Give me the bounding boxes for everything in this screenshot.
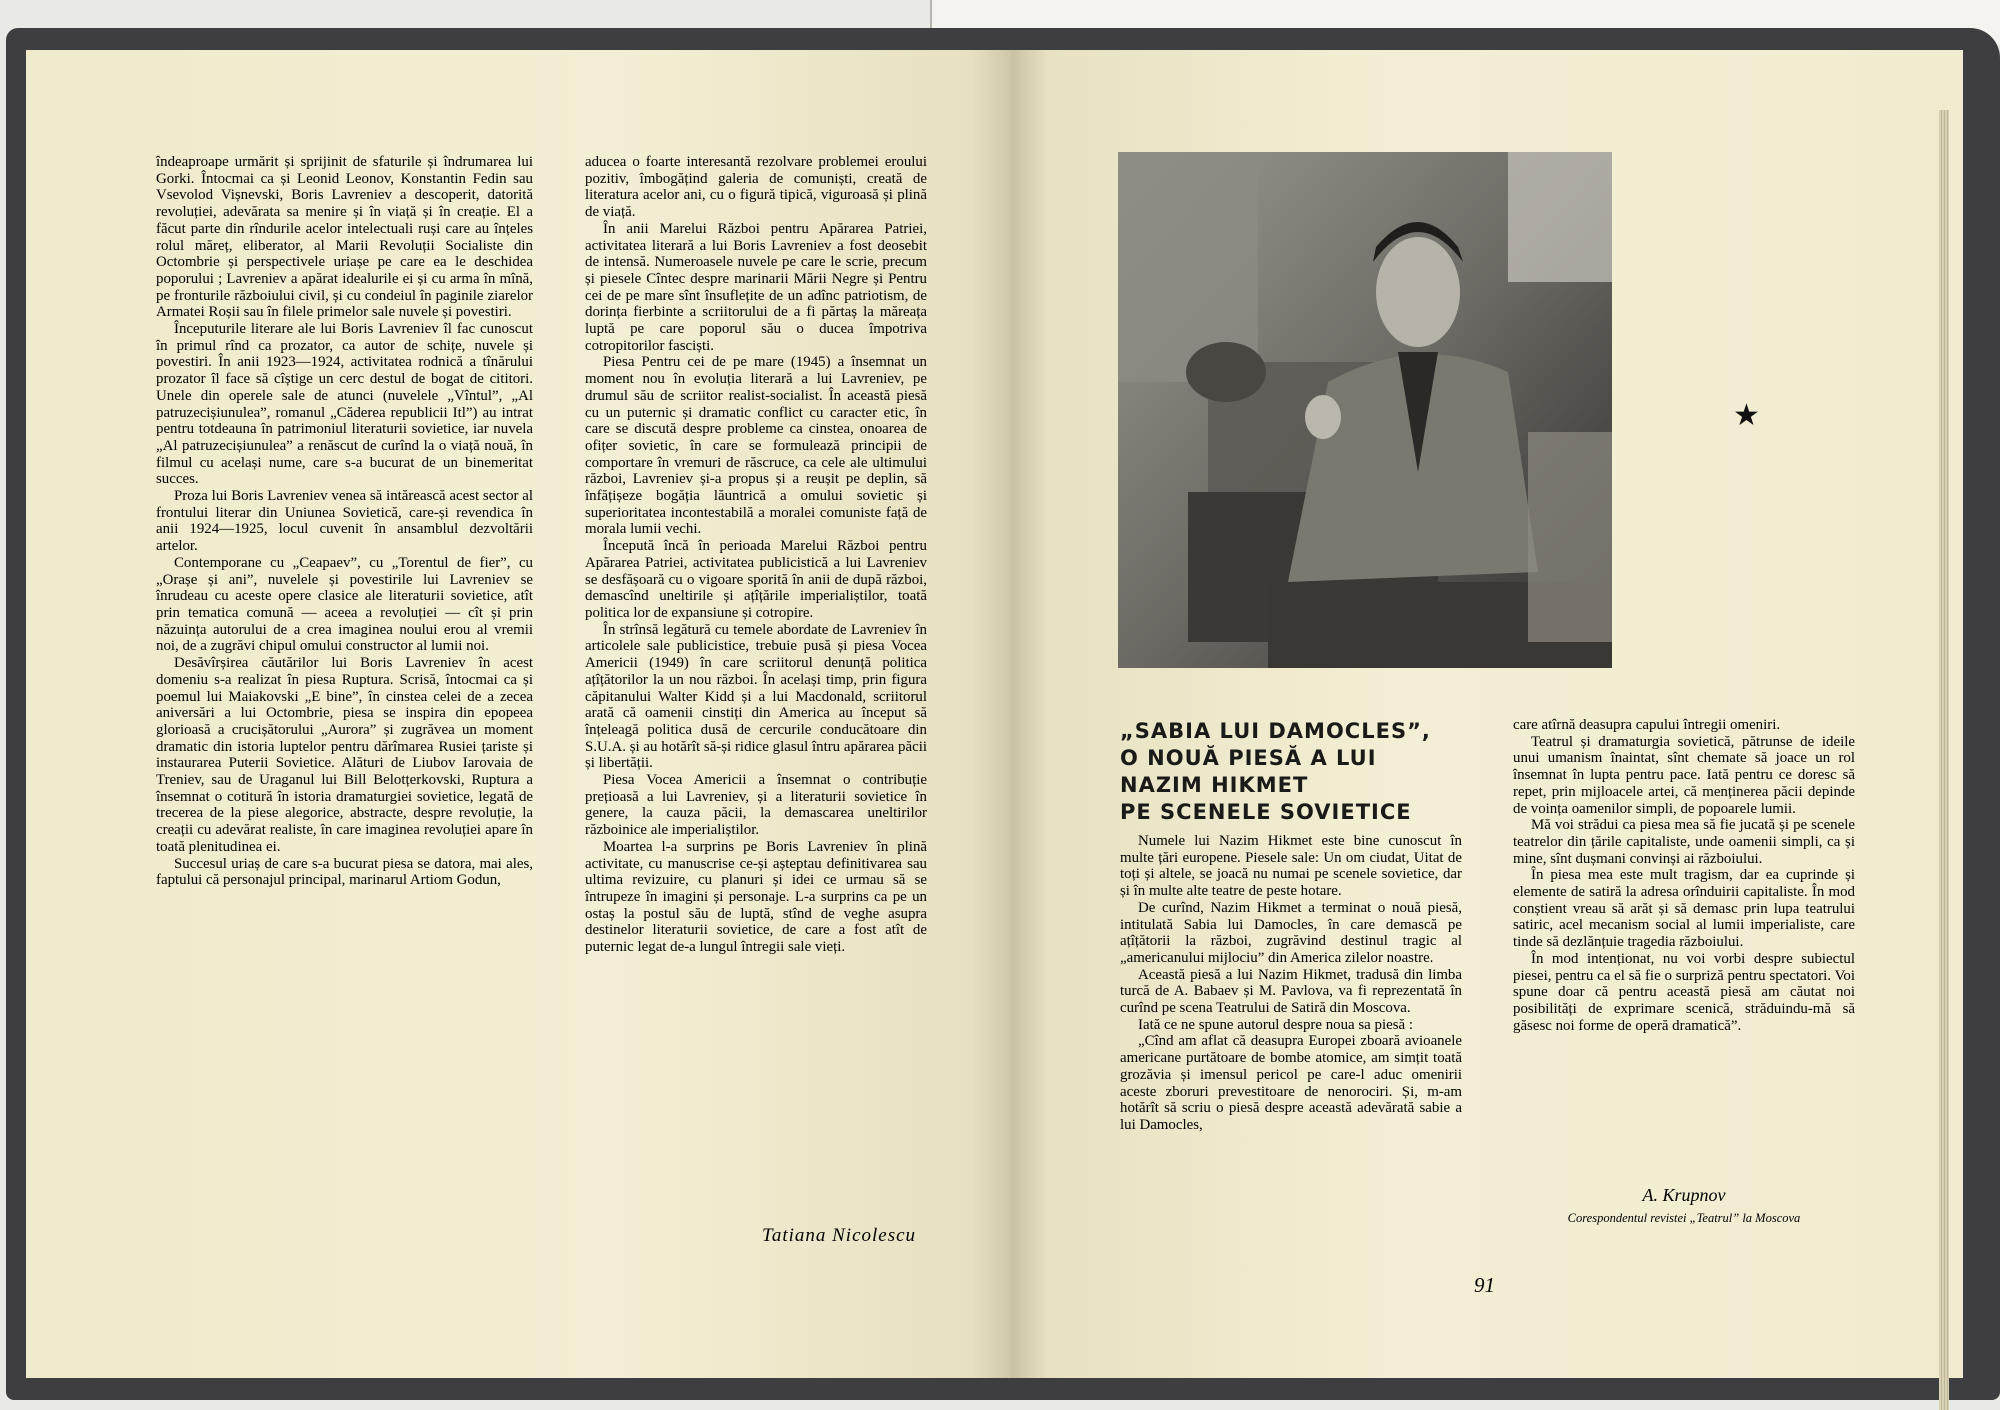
paragraph: aducea o foarte interesantă rezolvare problemei eroului pozitiv, îmbogățind galeria de comuniști, creată de literatura acelor ani, cu o figură tipică, viguroasă și plină de viață. — [585, 154, 927, 221]
paragraph: îndeaproape urmărit și sprijinit de sfaturile și îndrumarea lui Gorki. Întocmai ca și Leonid Leonov, Konstantin Fedin sau Vsevolod Vișnevski, Boris Lavreniev a descoperit, datorită revoluției, adevărata sa menire și în viață și în creație. El a făcut parte din rîndurile acelor intelectuali ruși care au înțeles rolul măreț, eliberator, al Marii Revoluții Socialiste din Octombrie și perspectivele uriașe pe care ea le deschidea poporului ; Lavreniev a apărat idealurile ei și cu arma în mînă, pe fronturile războiului civil, și cu condeiul în paginile ziarelor Armatei Roșii sau în filele primelor sale nuvele și povestiri. — [156, 154, 533, 321]
paragraph: Contemporane cu „Ceapaev”, cu „Torentul de fier”, cu „Orașe și ani”, nuvelele și povestirile lui Lavreniev se înrudeau cu aceste opere clasice ale literaturii sovietice, atît prin tematica comună — aceea a revoluției — cît și prin năzuința autorului de a crea imaginea noului erou al vremii noi, de a zugrăvi chipul omului constructor al lumii noi. — [156, 554, 533, 655]
right-column-2 — [1513, 717, 1855, 1034]
paragraph: Mă voi strădui ca piesa mea să fie jucată și pe scenele teatrelor din țările capitaliste, unde oamenii simpli, ca și mine, sînt dușmani convinși ai războiului. — [1513, 817, 1855, 867]
paragraph: Succesul uriaș de care s-a bucurat piesa se datora, mai ales, faptului că personajul principal, marinarul Artiom Godun, — [156, 855, 533, 889]
author-title: Corespondentul revistei „Teatrul” la Moscova — [1567, 1211, 1801, 1225]
paragraph: Desăvîrșirea căutărilor lui Boris Lavreniev în acest domeniu s-a realizat în piesa Ruptura. Scrisă, întocmai ca și poemul lui Maiakovski „E bine”, în cinstea celei de a zecea aniversări a lui Octombrie, piesa se inspira din epopeea glorioasă a crucișătorului „Aurora” și zugrăvea un moment dramatic din istoria luptelor pentru dărîmarea Rusiei țariste și instaurarea Puterii Sovietice. Alături de Liubov Iarovaia de Treniev, sau de Uraganul lui Bill Belotțerkovski, Ruptura a însemnat o cotitură în istoria dramaturgiei sovietice, legată de trecerea de la piese alegorice, abstracte, despre revoluție, la creații cu adevărat realiste, în care imaginea revoluției apare în toată plenitudinea ei. — [156, 655, 533, 855]
article-headline — [1120, 718, 1440, 826]
headline-line: O NOUĂ PIESĂ A LUI — [1120, 746, 1377, 770]
headline-line: „SABIA LUI DAMOCLES”, — [1120, 719, 1431, 743]
headline-line: PE SCENELE SOVIETICE — [1120, 800, 1412, 824]
paragraph: Iată ce ne spune autorul despre noua sa piesă : — [1138, 1016, 1413, 1033]
paragraph: „Cînd am aflat că deasupra Europei zboară avioanele americane purtătoare de bombe atomice, am simțit toată grozăvia și imensul pericol pe care-l aduc omenirii aceste zboruri prevestitoare de nenorociri. Și, m-am hotărît să scriu o piesă despre această adevărată sabie a lui Damocles, — [1120, 1033, 1462, 1133]
page-edges — [1939, 110, 1949, 1410]
paragraph: Această piesă a lui Nazim Hikmet, tradusă din limba turcă de A. Babaev și M. Pavlova, va fi reprezentată în curînd pe scena Teatrului de Satiră din Moscova. — [1120, 966, 1462, 1017]
paragraph: Piesa Vocea Americii a însemnat o contribuție prețioasă a lui Lavreniev, și a literaturii sovietice în genere, la cauza păcii, la demascarea uneltirilor războinice ale imperialiștilor. — [585, 772, 927, 839]
paragraph: Teatrul și dramaturgia sovietică, pătrunse de ideile unui umanism înaintat, sînt chemate să joace un rol însemnat în lupta pentru pace. Iată pentru ce doresc să repet, prin mijloacele artei, că menținerea păcii depinde de voința oamenilor simpli, de popoarele lumii. — [1513, 733, 1855, 817]
left-column-1 — [156, 154, 533, 889]
paragraph: Piesa Pentru cei de pe mare (1945) a însemnat un moment nou în evoluția literară a lui Lavreniev, pe drumul său de scriitor realist-socialist. În această piesă cu un puternic și dramatic conflict cu caracter etic, în care se discută despre probleme ca cinstea, onoarea de ofițer sovietic, în care se formulează principii de comportare în vremuri de răscruce, ca cele ale ultimului război, Lavreniev și-a propus și a reușit pe deplin, să înfățișeze bogăția lăuntrică a omului sovietic și superioritatea incontestabilă a moralei comuniste față de morala lumii vechi. — [585, 354, 927, 538]
paragraph: care atîrnă deasupra capului întregii omeniri. — [1513, 717, 1781, 733]
paragraph: În strînsă legătură cu temele abordate de Lavreniev în articolele sale publicistice, trebuie pusă și piesa Vocea Americii (1949) în care scriitorul denunță politica ațîțătorilor la un nou război. În același timp, prin figura căpitanului Walter Kidd și a lui Macdonald, scriitorul arată că oamenii cinstiți din America au început să înțeleagă politica dusă de cercurile conducătoare din S.U.A. și au hotărît să-și ridice glasul întru apărarea păcii și libertății. — [585, 621, 927, 772]
paragraph: Proza lui Boris Lavreniev venea să intărească acest sector al frontului literar din Uniunea Sovietică, care-și revendica în anii 1924—1925, locul cuvenit în ansamblul dezvoltării artelor. — [156, 488, 533, 555]
page-number: 91 — [1474, 1273, 1495, 1297]
headline-line: NAZIM HIKMET — [1120, 773, 1309, 797]
paragraph: Moartea l-a surprins pe Boris Lavreniev în plină activitate, cu manuscrise ce-și așteptau definitivarea sau ultima revizuire, cu planuri și idei ce urmau să se întrupeze în imagini și personaje. L-a surprins ca pe un ostaș la postul său de luptă, stînd de veghe asupra destinelor literaturii sovietice, de care a fost atît de puternic legat de-a lungul întregii sale vieți. — [585, 838, 927, 956]
paragraph: Numele lui Nazim Hikmet este bine cunoscut în multe țări europene. Piesele sale: Un om ciudat, Uitat de toți și altele, se joacă nu numai pe scenele sovietice, dar și în multe alte teatre de peste hotare. — [1120, 833, 1462, 900]
paragraph: În anii Marelui Război pentru Apărarea Patriei, activitatea literară a lui Boris Lavreniev a fost deosebit de intensă. Numeroasele nuvele pe care le scrie, precum și piesele Cîntec despre marinarii Mării Negre și Pentru cei de pe mare sînt însuflețite de un adînc patriotism, de dorința fierbinte a scriitorului de a fi părtaș la măreața luptă pe care poporul său o ducea împotriva cotropitorilor fasciști. — [585, 220, 927, 354]
paragraph: Începută încă în perioada Marelui Război pentru Apărarea Patriei, activitatea publicistică a lui Lavreniev se desfășoară cu o vigoare sporită în anii de după război, demascînd uneltirile și ațîțările imperialiștilor, toată politica lor de expansiune și cotropire. — [585, 538, 927, 621]
portrait-photo — [1118, 152, 1612, 668]
paragraph: De curînd, Nazim Hikmet a terminat o nouă piesă, intitulată Sabia lui Damocles, în care demască pe ațîțătorii la război, zugrăvind destinul tragic al „americanului mijlociu” din America zilelor noastre. — [1120, 899, 1462, 966]
author-signature: A. Krupnov — [1642, 1185, 1726, 1205]
star-icon: ★ — [1733, 399, 1760, 432]
left-column-2 — [585, 154, 927, 956]
paragraph: În piesa mea este mult tragism, dar ea cuprinde și elemente de satiră la adresa orînduirii capitaliste. În mod conștient vreau să arăt și să demasc prin lupa teatrului satiric, acel mecanism social al lumii imperialiste, care tinde să dezlănțuie tragedia războiului. — [1513, 867, 1855, 951]
paragraph: Începuturile literare ale lui Boris Lavreniev îl fac cunoscut în primul rînd ca prozator, ca autor de schițe, nuvele și povestiri. În anii 1923—1924, activitatea rodnică a tînărului prozator îl face să cîștige un cerc destul de bogat de cititori. Unele din operele sale de atunci (nuvelele „Vîntul”, „Al patruzecișiunulea”, romanul „Căderea republicii Itl”) au intrat pentru totdeauna în patrimoniul literaturii sovietice, iar nuvela „Al patruzecișiunulea” a renăscut de curînd la o viață nouă, în filmul cu același nume, care s-a bucurat de un binemeritat succes. — [156, 321, 533, 488]
right-column-1 — [1120, 833, 1462, 1134]
paragraph: În mod intenționat, nu voi vorbi despre subiectul piesei, pentru ca el să fie o surpriză pentru spectatori. Voi spune doar că pentru această piesă am căutat noi posibilități de exprimare scenică, străduindu-mă să găsesc noi forme de operă dramatică”. — [1513, 950, 1855, 1034]
article-signature: Tatiana Nicolescu — [762, 1225, 917, 1246]
